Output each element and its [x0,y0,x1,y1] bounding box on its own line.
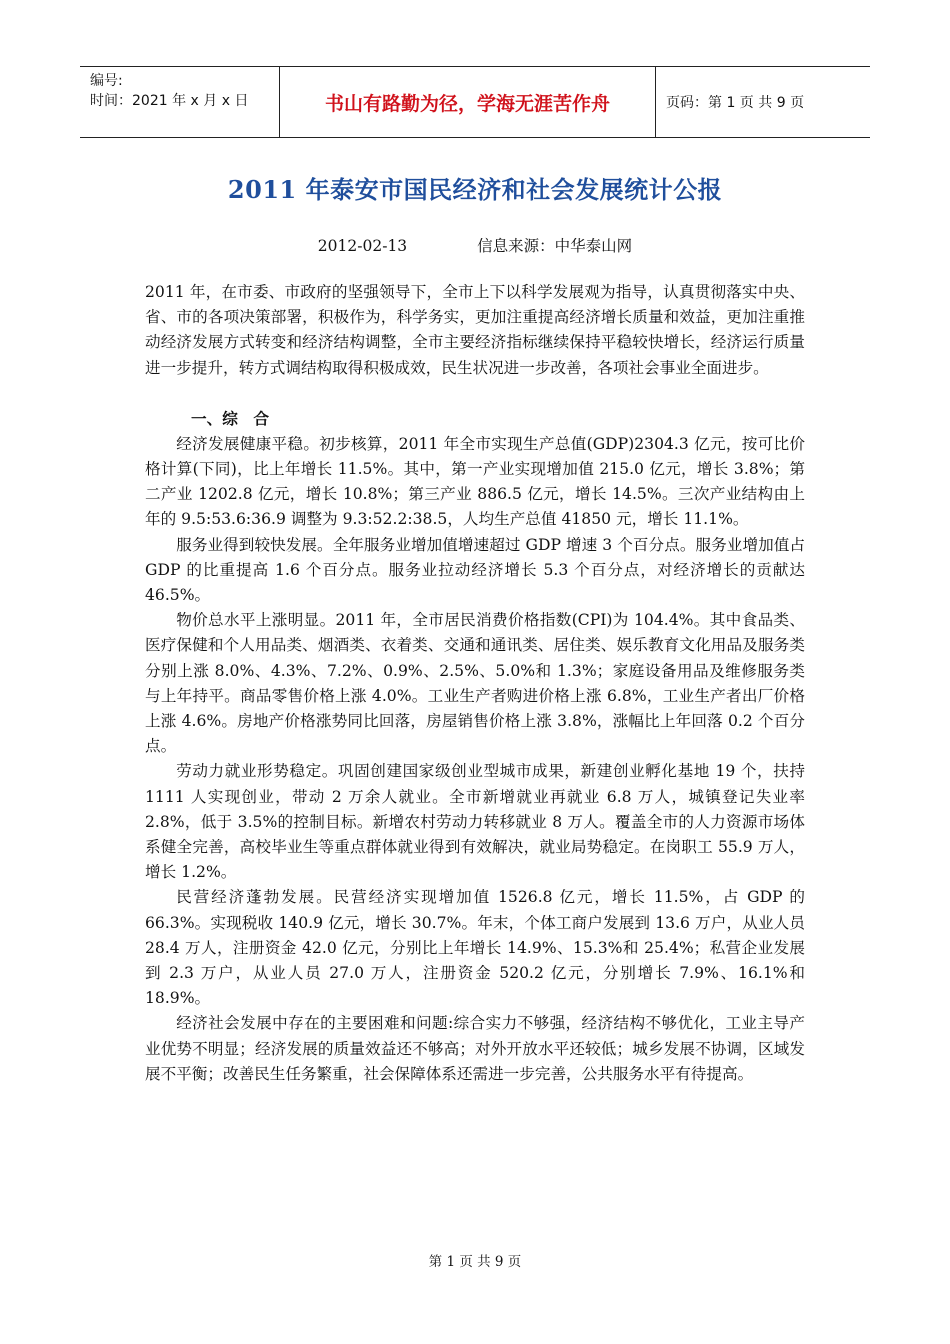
document-source: 信息来源：中华泰山网 [477,237,633,255]
header-time-label: 时间：2021 年 x 月 x 日 [90,93,249,109]
intro-paragraph: 2011 年，在市委、市政府的坚强领导下，全市上下以科学发展观为指导，认真贯彻落实中央、省、市的各项决策部署，积极作为，科学务实，更加注重提高经济增长质量和效益，更加注重推动经济发展方式转变和经济结构调整，全市主要经济指标继续保持平稳较快增长，经济运行质量进一步提升，转方式调结构取得积极成效，民生状况进一步改善，各项社会事业全面进步。 [145,283,805,377]
document-meta-line [0,234,950,256]
document-title: 2011 年泰安市国民经济和社会发展统计公报 [227,175,723,204]
header-page-cell [656,67,870,137]
document-date: 2012-02-13 [317,237,408,255]
page-footer: 第 1 页 共 9 页 [428,1254,522,1270]
body-paragraph-private-economy: 民营经济蓬勃发展。民营经济实现增加值 1526.8 亿元，增长 11.5%，占 GDP 的 66.3%。实现税收 140.9 亿元，增长 30.7%。年末，个体工商户发展到 13.6 万户，从业人员 28.4 万人，注册资金 42.0 亿元，分别比上年增长 14.9%、15.3%和 25.4%；私营企业发展到 2.3 万户，从业人员 27.0 万人，注册资金 520.2 亿元，分别增长 7.9%、16.1%和 18.9%。 [145,888,805,1008]
body-paragraph-gdp: 经济发展健康平稳。初步核算，2011 年全市实现生产总值(GDP)2304.3 亿元，按可比价格计算(下同)，比上年增长 11.5%。其中，第一产业实现增加值 215.0 亿元，增长 3.8%；第二产业 1202.8 亿元，增长 10.8%；第三产业 886.5 亿元，增长 14.5%。三次产业结构由上年的 9.5:53.6:36.9 调整为 9.3:52.2:38.5，人均生产总值 41850 元，增长 11.1%。 [145,434,805,529]
document-body [145,280,805,1087]
header-page-code: 页码：第 1 页 共 9 页 [666,95,805,111]
body-paragraph-problems: 经济社会发展中存在的主要困难和问题:综合实力不够强，经济结构不够优化，工业主导产业优势不明显；经济发展的质量效益还不够高；对外开放水平还较低；城乡发展不协调，区域发展不平衡；改善民生任务繁重，社会保障体系还需进一步完善，公共服务水平有待提高。 [145,1014,805,1083]
body-paragraph-prices: 物价总水平上涨明显。2011 年，全市居民消费价格指数(CPI)为 104.4%。其中食品类、医疗保健和个人用品类、烟酒类、衣着类、交通和通讯类、居住类、娱乐教育文化用品及服务类分别上涨 8.0%、4.3%、7.2%、0.9%、2.5%、5.0%和 1.3%；家庭设备用品及维修服务类与上年持平。商品零售价格上涨 4.0%。工业生产者购进价格上涨 6.8%，工业生产者出厂价格上涨 4.6%。房地产价格涨势同比回落，房屋销售价格上涨 3.8%，涨幅比上年回落 0.2 个百分点。 [145,611,805,756]
header-slogan: 书山有路勤为径，学海无涯苦作舟 [324,92,610,115]
body-paragraph-services: 服务业得到较快发展。全年服务业增加值增速超过 GDP 增速 3 个百分点。服务业增加值占 GDP 的比重提高 1.6 个百分点。服务业拉动经济增长 5.3 个百分点，对经济增长的贡献达 46.5%。 [145,535,805,605]
header-meta-cell [80,67,280,137]
header-number-label: 编号: [90,73,123,89]
section-heading: 一、综 合 [191,409,269,428]
page-header-table [80,66,870,138]
body-paragraph-employment: 劳动力就业形势稳定。巩固创建国家级创业型城市成果，新建创业孵化基地 19 个，扶持 1111 人实现创业，带动 2 万余人就业。全市新增就业再就业 6.8 万人，城镇登记失业率 2.8%，低于 3.5%的控制目标。新增农村劳动力转移就业 8 万人。覆盖全市的人力资源市场体系健全完善，高校毕业生等重点群体就业得到有效解决，就业局势稳定。在岗职工 55.9 万人，增长 1.2%。 [145,762,805,882]
header-slogan-cell [280,67,656,137]
